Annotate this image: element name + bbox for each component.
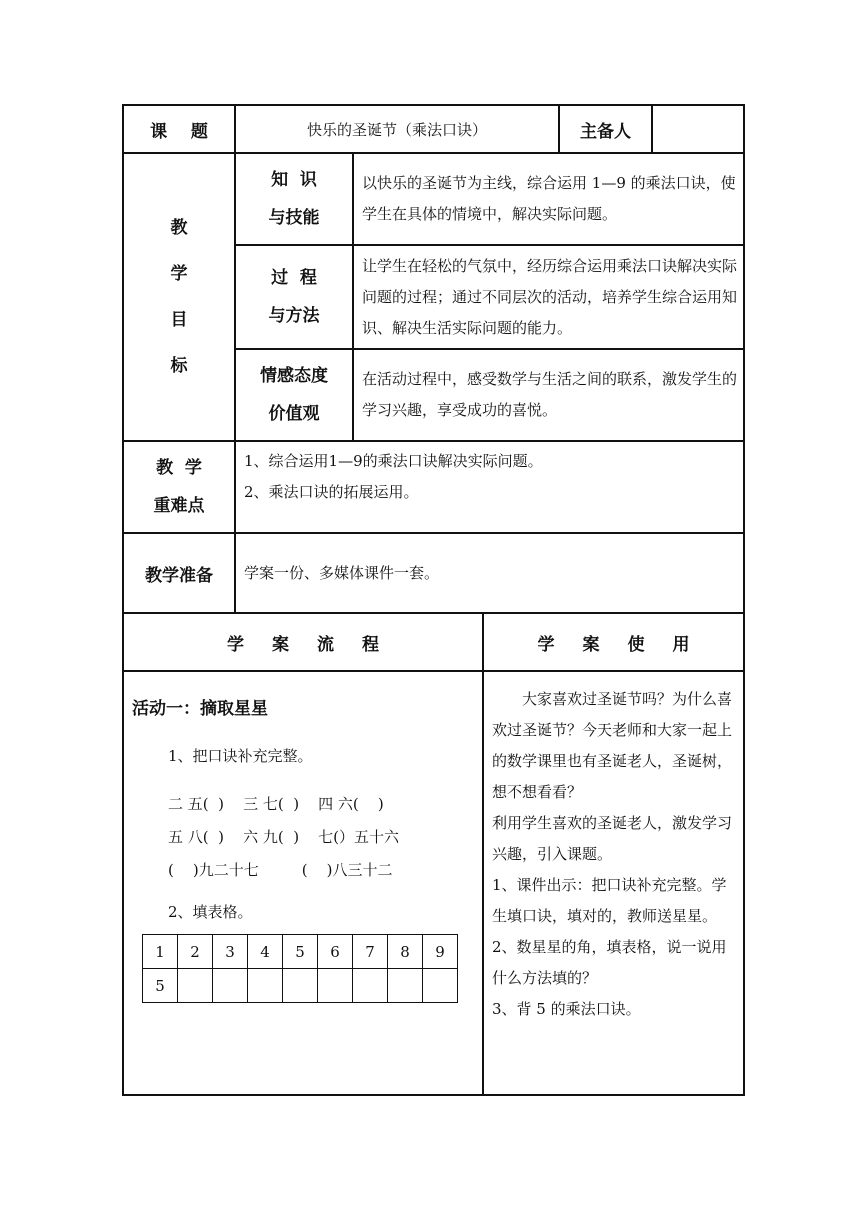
- flow-header-char: 案: [582, 634, 600, 655]
- fill-line: ( )九二十七 ( )八三十二: [168, 861, 393, 879]
- key-points-label: [123, 441, 235, 533]
- fill-line: 二 五( ) 三 七( ) 四 六( ): [168, 795, 384, 813]
- objective-label: [235, 245, 353, 349]
- flow-header-char: 用: [672, 634, 690, 655]
- lesson-plan-document: [122, 104, 743, 1096]
- task1-text: 1、把口诀补充完整。: [168, 747, 313, 765]
- grid-cell-blank[interactable]: [388, 969, 423, 1003]
- topic-row: [123, 105, 744, 153]
- grid-row-numbers: [143, 935, 458, 969]
- objective-label-line1: 过 程: [271, 268, 317, 288]
- flow-header-char: 案: [272, 634, 289, 655]
- flow-header-char: 学: [537, 634, 555, 655]
- objective-label-line2: 与方法: [268, 306, 320, 326]
- key-points-row: [123, 441, 744, 533]
- flow-header-char: 流: [317, 634, 334, 655]
- grid-cell: 1: [143, 935, 178, 969]
- usage-paragraph: 利用学生喜欢的圣诞老人，激发学习兴趣，引入课题。: [492, 814, 733, 863]
- preparation-row: [123, 533, 744, 613]
- objectives-label-char: 目: [170, 310, 188, 330]
- objective-text: 让学生在轻松的气氛中，经历综合运用乘法口诀解决实际问题的过程；通过不同层次的活动，培养学生综合运用知识、解决生活实际问题的能力。: [353, 245, 744, 349]
- objective-label: [235, 153, 353, 245]
- key-point-item: 2、乘法口诀的拓展运用。: [244, 483, 419, 501]
- objective-label-line2: 与技能: [268, 208, 320, 228]
- fill-blanks: [124, 788, 482, 887]
- preparer-value: [652, 105, 744, 153]
- usage-content: [484, 672, 743, 1025]
- usage-paragraph: 3、背 5 的乘法口诀。: [492, 1000, 641, 1018]
- grid-cell: 6: [318, 935, 353, 969]
- multiplication-grid: [142, 934, 458, 1003]
- objectives-label-char: 标: [170, 356, 188, 376]
- grid-cell: 3: [213, 935, 248, 969]
- grid-cell: 2: [178, 935, 213, 969]
- topic-label: 课 题: [123, 105, 235, 153]
- key-points-label-line2: 重难点: [153, 496, 205, 516]
- preparation-text: 学案一份、多媒体课件一套。: [235, 533, 744, 613]
- grid-cell-blank[interactable]: [353, 969, 388, 1003]
- preparer-label: 主备人: [559, 105, 652, 153]
- flow-content-row: [123, 671, 744, 1095]
- flow-header-char: 程: [362, 634, 379, 655]
- objective-label: [235, 349, 353, 441]
- objectives-label: [123, 153, 235, 441]
- flow-header-right: [483, 613, 744, 671]
- flow-header-left: [123, 613, 483, 671]
- grid-cell-blank[interactable]: [178, 969, 213, 1003]
- grid-cell: 9: [423, 935, 458, 969]
- usage-panel: [483, 671, 744, 1095]
- grid-cell-blank[interactable]: [423, 969, 458, 1003]
- objective-row-knowledge: [123, 153, 744, 245]
- objective-text: 在活动过程中，感受数学与生活之间的联系，激发学生的学习兴趣，享受成功的喜悦。: [353, 349, 744, 441]
- grid-cell: 5: [143, 969, 178, 1003]
- preparation-label: 教学准备: [123, 533, 235, 613]
- grid-cell-blank[interactable]: [318, 969, 353, 1003]
- flow-header-char: 使: [627, 634, 645, 655]
- objective-label-line1: 知 识: [271, 170, 317, 190]
- grid-cell-blank[interactable]: [283, 969, 318, 1003]
- grid-row-answers: [143, 969, 458, 1003]
- objective-text: 以快乐的圣诞节为主线，综合运用 1—9 的乘法口诀，使学生在具体的情境中，解决实际问题。: [353, 153, 744, 245]
- grid-cell-blank[interactable]: [213, 969, 248, 1003]
- usage-paragraph: 2、数星星的角，填表格，说一说用什么方法填的？: [492, 938, 727, 987]
- objectives-label-char: 学: [170, 264, 188, 284]
- grid-cell: 5: [283, 935, 318, 969]
- key-point-item: 1、综合运用1—9的乘法口诀解决实际问题。: [244, 452, 543, 470]
- objective-label-line1: 情感态度: [260, 366, 328, 386]
- fill-line: 五 八( ) 六 九( ) 七(）五十六: [168, 828, 400, 846]
- grid-cell-blank[interactable]: [248, 969, 283, 1003]
- key-points-label-line1: 教 学: [156, 458, 202, 478]
- activity-title: 活动一：摘取星星: [132, 699, 268, 719]
- flow-header-row: [123, 613, 744, 671]
- activity-panel: [123, 671, 483, 1095]
- lesson-plan-table: [122, 104, 745, 1096]
- grid-cell: 4: [248, 935, 283, 969]
- task2-text: 2、填表格。: [168, 903, 253, 921]
- topic-value: 快乐的圣诞节（乘法口诀）: [235, 105, 559, 153]
- grid-cell: 8: [388, 935, 423, 969]
- flow-header-char: 学: [227, 634, 244, 655]
- usage-intro: 大家喜欢过圣诞节吗？为什么喜欢过圣诞节？今天老师和大家一起上的数学课里也有圣诞老人，圣诞树，想不想看看？: [492, 690, 733, 801]
- grid-cell: 7: [353, 935, 388, 969]
- objective-label-line2: 价值观: [268, 404, 320, 424]
- key-points-content: [235, 441, 744, 533]
- usage-paragraph: 1、课件出示：把口诀补充完整。学生填口诀，填对的，教师送星星。: [492, 876, 727, 925]
- objectives-label-char: 教: [170, 218, 188, 238]
